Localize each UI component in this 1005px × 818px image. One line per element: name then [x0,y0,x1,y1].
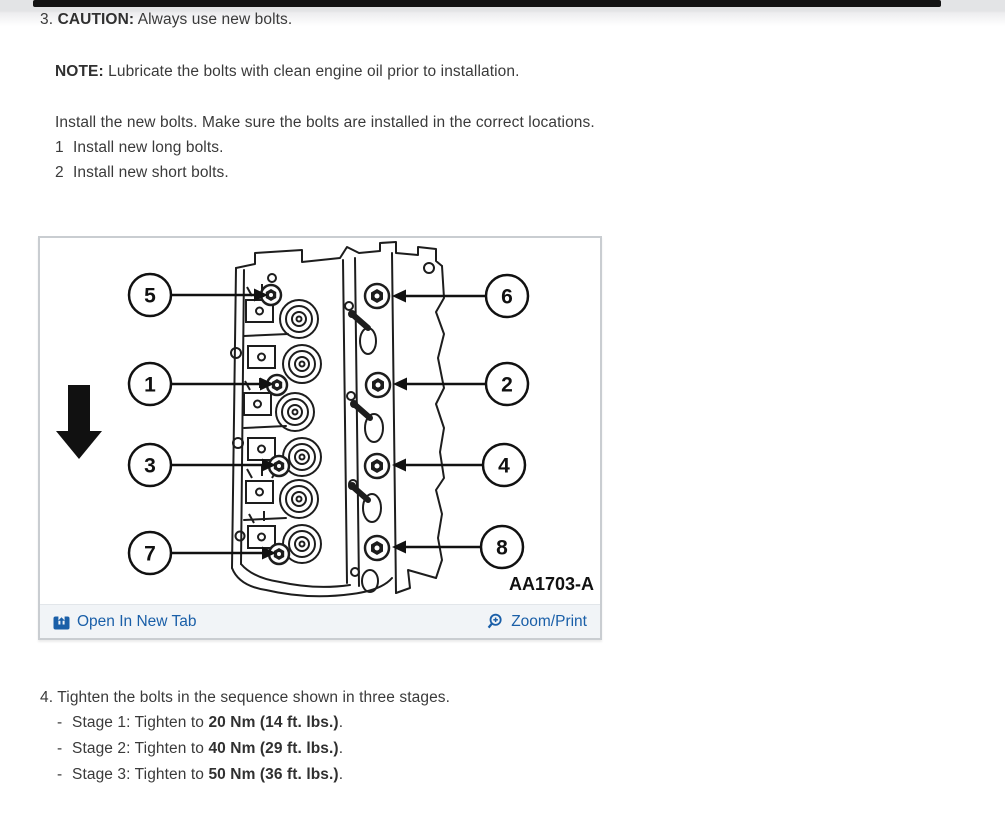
step-3-number: 3. [40,11,54,28]
sub-item-short-bolts [55,163,229,183]
stage-2-line: - Stage 2: Tighten to 40 Nm (29 ft. lbs.). [57,740,344,757]
callout-8: 8 [496,536,508,560]
caution-text: Always use new bolts. [137,11,293,28]
stage-dash: - [57,740,63,757]
stage-2-torque: 40 Nm (29 ft. lbs.) [208,740,339,757]
sub-item-number: 2 [55,164,64,181]
stage-dash: - [57,766,63,783]
sub-item-text: Install new long bolts. [73,139,224,156]
figure-footer-bar [40,604,600,638]
note-line [55,62,520,82]
stage-3-line: - Stage 3: Tighten to 50 Nm (36 ft. lbs.). [57,766,344,783]
callout-5: 5 [144,284,156,308]
callout-arrows [172,289,485,560]
install-instruction: Install the new bolts. Make sure the bolts are installed in the correct locations. [55,114,595,131]
open-in-new-tab-label: Open In New Tab [77,612,197,630]
callout-1: 1 [144,373,156,397]
step-3-caution-line [40,10,292,30]
note-label: NOTE: [55,63,104,80]
callout-2: 2 [501,373,513,397]
stage-dash: - [57,714,63,731]
stage-3-torque: 50 Nm (36 ft. lbs.) [208,766,339,783]
sub-item-long-bolts [55,138,224,158]
step-4-number: 4. [40,689,54,706]
open-in-new-tab-icon [53,614,70,630]
zoom-print-icon [486,613,504,631]
callout-3: 3 [144,454,156,478]
zoom-print-link[interactable] [486,613,587,631]
callout-circles [129,274,528,574]
top-divider-bar [33,0,941,7]
head-bolts-left [261,285,289,564]
figure-bolt-sequence [38,236,602,640]
front-direction-arrow [56,385,102,459]
sub-item-number: 1 [55,139,64,156]
sub-item-text: Install new short bolts. [73,164,229,181]
open-in-new-tab-link[interactable] [53,613,196,631]
step-4-line [40,688,450,708]
callout-4: 4 [498,454,510,478]
valve-train-detail [244,284,321,563]
stage-1-torque: 20 Nm (14 ft. lbs.) [208,714,339,731]
callout-7: 7 [144,542,156,566]
stage-1-line: - Stage 1: Tighten to 20 Nm (14 ft. lbs.). [57,714,344,731]
caution-label: CAUTION: [57,11,135,28]
note-text: Lubricate the bolts with clean engine oil prior to installation. [108,63,520,80]
callout-6: 6 [501,285,513,309]
zoom-print-label: Zoom/Print [511,612,587,630]
cylinder-head-diagram [40,238,600,604]
figure-part-code: AA1703-A [508,574,594,594]
step-4-text: Tighten the bolts in the sequence shown in three stages. [57,689,451,706]
